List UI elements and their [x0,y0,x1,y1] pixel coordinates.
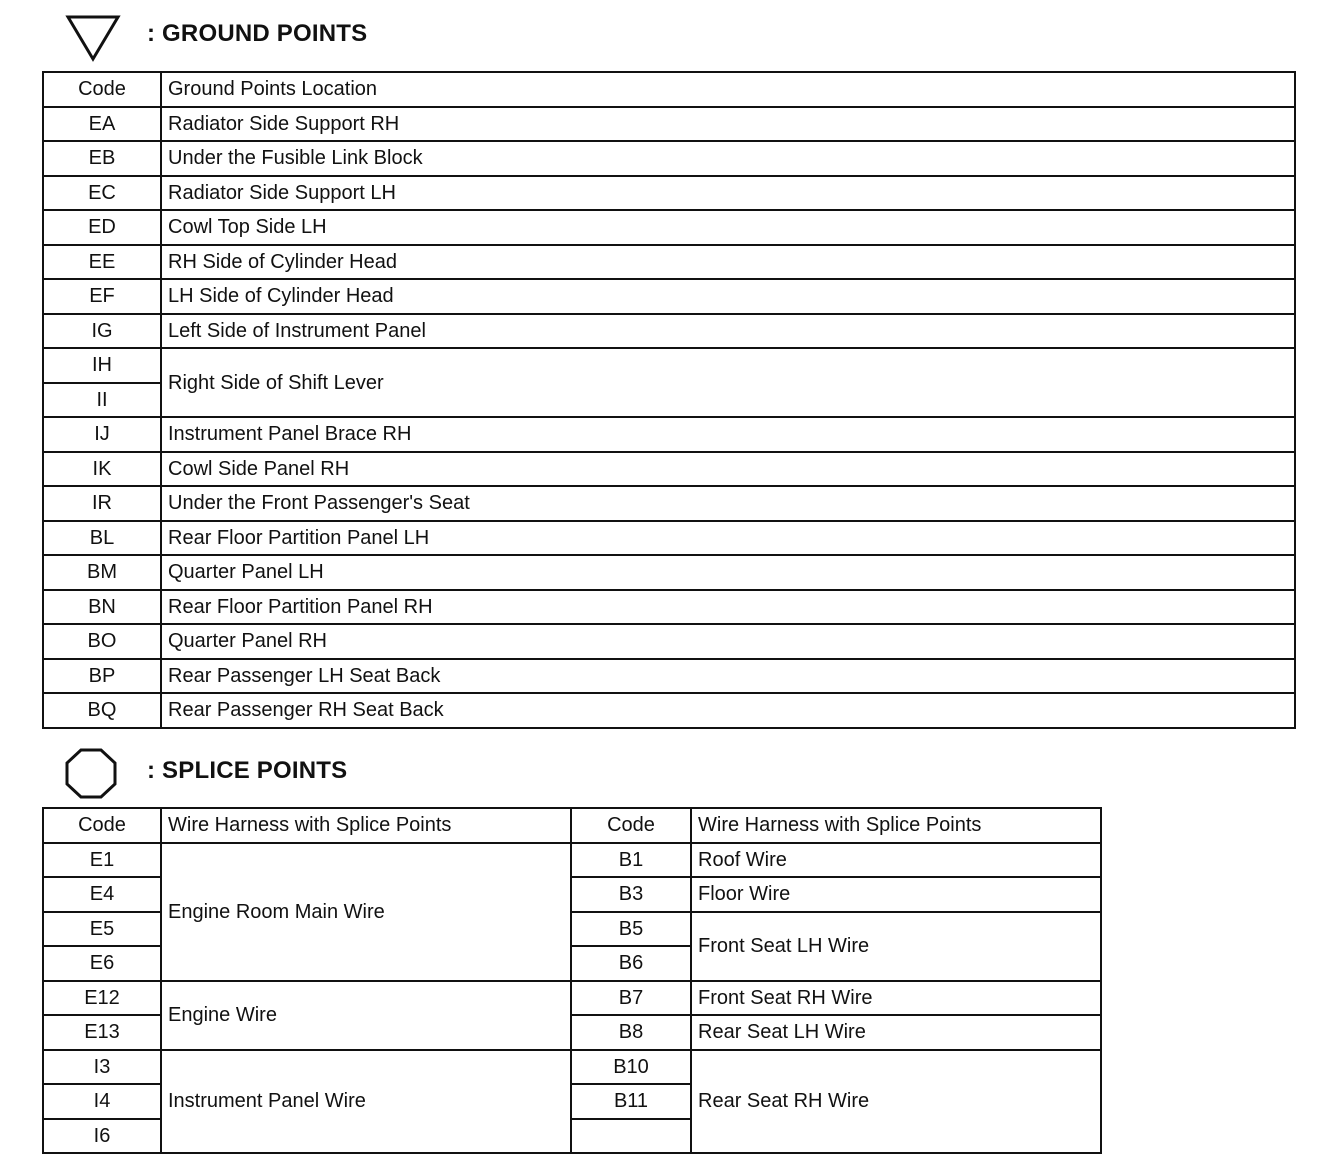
ground-point-code-cell: IG [43,314,161,349]
ground-points-table [42,71,1296,729]
splice-points-table-left [42,807,572,1154]
splice-left-row [43,981,571,1016]
splice-right-code-cell: B1 [571,843,691,878]
ground-point-row [43,590,1295,625]
ground-point-text-cell: Quarter Panel LH [161,555,1295,590]
splice-left-code-header: Code [43,808,161,843]
ground-point-text-cell: Left Side of Instrument Panel [161,314,1295,349]
ground-point-row [43,279,1295,314]
splice-left-code-cell: I6 [43,1119,161,1154]
ground-point-code-cell: EA [43,107,161,142]
ground-point-code-cell: BN [43,590,161,625]
ground-point-text-cell: Rear Passenger LH Seat Back [161,659,1295,694]
ground-point-row [43,210,1295,245]
splice-right-code-cell: B11 [571,1084,691,1119]
ground-point-code-cell: EE [43,245,161,280]
ground-point-code-cell: BQ [43,693,161,728]
splice-left-text-cell: Engine Room Main Wire [161,843,571,981]
ground-point-row [43,624,1295,659]
ground-point-row [43,555,1295,590]
ground-point-code-cell: IR [43,486,161,521]
ground-point-text-cell: Right Side of Shift Lever [161,348,1295,417]
splice-left-code-cell: E6 [43,946,161,981]
ground-point-text-cell: Cowl Top Side LH [161,210,1295,245]
ground-point-code-cell: EF [43,279,161,314]
splice-right-header-row [571,808,1101,843]
ground-point-text-cell: Radiator Side Support RH [161,107,1295,142]
ground-point-code-cell: BL [43,521,161,556]
ground-point-row [43,521,1295,556]
ground-point-text-cell: Rear Floor Partition Panel LH [161,521,1295,556]
splice-left-text-cell: Instrument Panel Wire [161,1050,571,1154]
ground-point-code-cell: BO [43,624,161,659]
splice-left-code-cell: I3 [43,1050,161,1085]
ground-point-row [43,659,1295,694]
ground-point-text-cell: Under the Front Passenger's Seat [161,486,1295,521]
ground-point-code-cell: EB [43,141,161,176]
splice-right-code-cell: B8 [571,1015,691,1050]
splice-right-code-cell: B6 [571,946,691,981]
splice-right-code-cell: B3 [571,877,691,912]
splice-right-row [571,1050,1101,1085]
ground-point-code-cell: IH [43,348,161,383]
ground-point-row [43,486,1295,521]
splice-point-octagon-icon [63,747,119,801]
splice-right-row [571,843,1101,878]
ground-point-text-cell: LH Side of Cylinder Head [161,279,1295,314]
splice-right-code-cell: B10 [571,1050,691,1085]
ground-point-code-cell: II [43,383,161,418]
splice-right-code-cell: B5 [571,912,691,947]
ground-point-row [43,107,1295,142]
splice-left-header-row [43,808,571,843]
ground-point-code-cell: EC [43,176,161,211]
ground-point-row [43,176,1295,211]
ground-point-row [43,417,1295,452]
splice-right-row [571,877,1101,912]
splice-points-title: : SPLICE POINTS [147,757,348,784]
ground-point-row [43,314,1295,349]
ground-point-triangle-icon [64,13,122,63]
splice-left-code-cell: I4 [43,1084,161,1119]
ground-points-title: : GROUND POINTS [147,20,368,47]
splice-left-text-cell: Engine Wire [161,981,571,1050]
splice-right-text-cell: Floor Wire [691,877,1101,912]
ground-header-row [43,72,1295,107]
splice-right-text-cell: Roof Wire [691,843,1101,878]
ground-point-row [43,141,1295,176]
ground-point-code-cell: BP [43,659,161,694]
splice-right-row [571,981,1101,1016]
splice-left-code-cell: E5 [43,912,161,947]
splice-right-code-cell [571,1119,691,1154]
splice-right-text-cell: Front Seat RH Wire [691,981,1101,1016]
ground-point-text-cell: Cowl Side Panel RH [161,452,1295,487]
ground-point-text-cell: Instrument Panel Brace RH [161,417,1295,452]
splice-points-table-right [570,807,1102,1154]
ground-point-text-cell: Quarter Panel RH [161,624,1295,659]
splice-right-text-cell: Rear Seat RH Wire [691,1050,1101,1154]
ground-point-text-cell: RH Side of Cylinder Head [161,245,1295,280]
splice-right-code-cell: B7 [571,981,691,1016]
ground-point-text-cell: Rear Floor Partition Panel RH [161,590,1295,625]
ground-point-text-cell: Under the Fusible Link Block [161,141,1295,176]
ground-point-text-cell: Radiator Side Support LH [161,176,1295,211]
splice-left-harness-header: Wire Harness with Splice Points [161,808,571,843]
ground-point-row [43,348,1295,383]
splice-left-row [43,1050,571,1085]
ground-location-header: Ground Points Location [161,72,1295,107]
ground-point-code-cell: IK [43,452,161,487]
splice-right-harness-header: Wire Harness with Splice Points [691,808,1101,843]
splice-left-row [43,843,571,878]
splice-left-code-cell: E13 [43,1015,161,1050]
ground-point-code-cell: IJ [43,417,161,452]
ground-point-code-cell: ED [43,210,161,245]
ground-point-row [43,452,1295,487]
splice-right-row [571,1015,1101,1050]
splice-right-text-cell: Front Seat LH Wire [691,912,1101,981]
splice-left-code-cell: E1 [43,843,161,878]
splice-right-code-header: Code [571,808,691,843]
ground-point-text-cell: Rear Passenger RH Seat Back [161,693,1295,728]
ground-point-code-cell: BM [43,555,161,590]
ground-point-row [43,693,1295,728]
splice-right-row [571,912,1101,947]
splice-right-text-cell: Rear Seat LH Wire [691,1015,1101,1050]
splice-left-code-cell: E12 [43,981,161,1016]
splice-left-code-cell: E4 [43,877,161,912]
ground-code-header: Code [43,72,161,107]
ground-point-row [43,245,1295,280]
